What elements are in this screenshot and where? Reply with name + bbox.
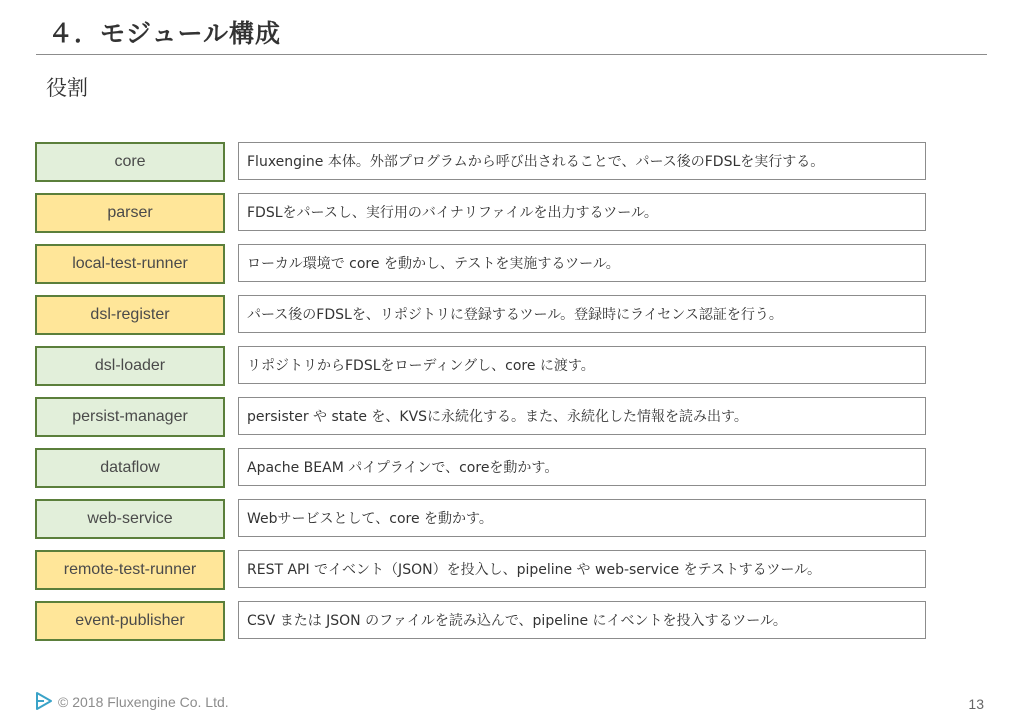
module-name-box: dataflow xyxy=(35,448,225,488)
module-name-box: remote-test-runner xyxy=(35,550,225,590)
module-description: persister や state を、KVSに永続化する。また、永続化した情報を読み出す。 xyxy=(238,397,926,435)
module-name-box: web-service xyxy=(35,499,225,539)
module-row xyxy=(35,295,927,335)
module-description: FDSLをパースし、実行用のバイナリファイルを出力するツール。 xyxy=(238,193,926,231)
module-row xyxy=(35,601,927,641)
module-row xyxy=(35,346,927,386)
module-description: パース後のFDSLを、リポジトリに登録するツール。登録時にライセンス認証を行う。 xyxy=(238,295,926,333)
module-name-box: local-test-runner xyxy=(35,244,225,284)
module-row xyxy=(35,550,927,590)
module-table xyxy=(35,142,927,652)
module-name-box: core xyxy=(35,142,225,182)
footer-copyright: © 2018 Fluxengine Co. Ltd. xyxy=(58,694,229,710)
play-triangle-logo-icon xyxy=(34,691,54,711)
module-description: ローカル環境で core を動かし、テストを実施するツール。 xyxy=(238,244,926,282)
module-description: CSV または JSON のファイルを読み込んで、pipeline にイベントを投入するツール。 xyxy=(238,601,926,639)
module-description: REST API でイベント（JSON）を投入し、pipeline や web-service をテストするツール。 xyxy=(238,550,926,588)
module-row xyxy=(35,244,927,284)
module-name-box: event-publisher xyxy=(35,601,225,641)
slide-subtitle: 役割 xyxy=(46,76,88,100)
module-name-box: dsl-loader xyxy=(35,346,225,386)
slide-title: ４．モジュール構成 xyxy=(48,19,282,48)
module-description: Apache BEAM パイプラインで、coreを動かす。 xyxy=(238,448,926,486)
module-description: Fluxengine 本体。外部プログラムから呼び出されることで、パース後のFDSLを実行する。 xyxy=(238,142,926,180)
page-number: 13 xyxy=(968,696,984,712)
module-description: Webサービスとして、core を動かす。 xyxy=(238,499,926,537)
module-name-box: dsl-register xyxy=(35,295,225,335)
module-row xyxy=(35,193,927,233)
module-name-box: parser xyxy=(35,193,225,233)
module-row xyxy=(35,499,927,539)
module-description: リポジトリからFDSLをローディングし、core に渡す。 xyxy=(238,346,926,384)
module-row xyxy=(35,448,927,488)
module-name-box: persist-manager xyxy=(35,397,225,437)
module-row xyxy=(35,142,927,182)
module-row xyxy=(35,397,927,437)
title-divider xyxy=(36,54,987,55)
